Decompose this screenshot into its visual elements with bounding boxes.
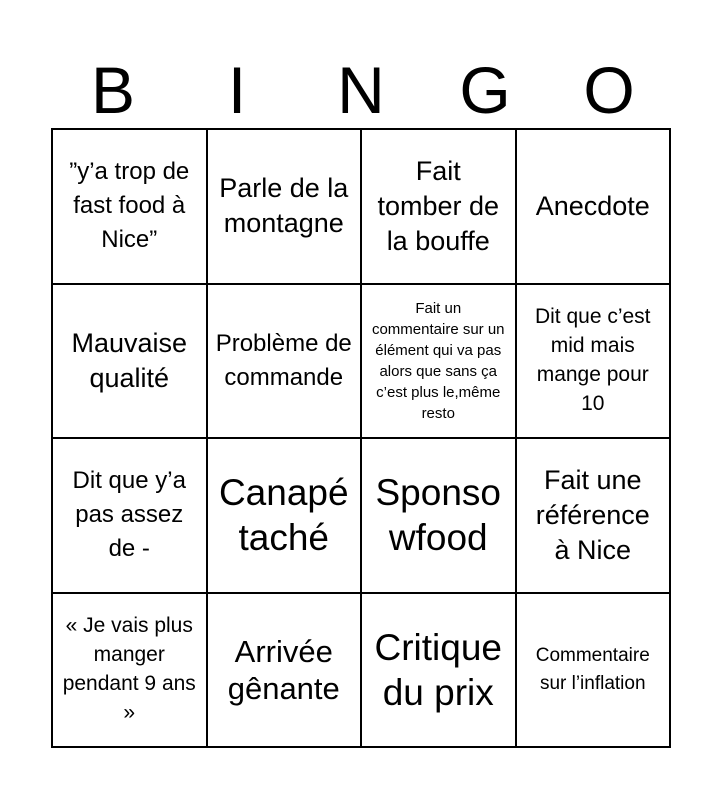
- bingo-cell[interactable]: [53, 439, 208, 594]
- bingo-cell[interactable]: [208, 130, 363, 285]
- cell-text: ”y’a trop de fast food à Nice”: [69, 158, 190, 254]
- bingo-cell[interactable]: [208, 285, 363, 440]
- cell-text: Parle de la montagne: [219, 173, 349, 239]
- bingo-cell[interactable]: [53, 130, 208, 285]
- cell-text: Dit que c’est mid mais mange pour 10: [534, 304, 651, 415]
- cell-text: Problème de commande: [215, 329, 352, 391]
- cell-text: « Je vais plus manger pendant 9 ans »: [62, 613, 196, 724]
- cell-text: Fait un commentaire sur un élément qui va pas alors que sans ça c’est plus le,même resto: [371, 299, 505, 422]
- bingo-cell[interactable]: [362, 130, 517, 285]
- bingo-cell[interactable]: [53, 594, 208, 749]
- header-letter-b: B: [90, 53, 136, 127]
- cell-text: Arrivée gênante: [227, 633, 340, 706]
- header-letter-n: N: [337, 53, 385, 127]
- cell-text: Fait tomber de la bouffe: [377, 155, 500, 256]
- bingo-cell[interactable]: [517, 130, 672, 285]
- bingo-cell[interactable]: [53, 285, 208, 440]
- cell-text: Commentaire sur l’inflation: [535, 645, 650, 694]
- bingo-cell[interactable]: [517, 285, 672, 440]
- bingo-cell[interactable]: [362, 594, 517, 749]
- cell-text: Anecdote: [535, 190, 650, 221]
- bingo-cell[interactable]: [517, 439, 672, 594]
- cell-text: Canapé taché: [218, 472, 349, 559]
- bingo-cell[interactable]: [362, 439, 517, 594]
- bingo-cell[interactable]: [362, 285, 517, 440]
- bingo-cell[interactable]: [208, 439, 363, 594]
- cell-text: Mauvaise qualité: [71, 327, 188, 393]
- bingo-header: [51, 52, 671, 128]
- header-letter-g: G: [459, 53, 511, 127]
- bingo-grid: [51, 128, 671, 748]
- bingo-cell[interactable]: [517, 594, 672, 749]
- header-letter-o: O: [583, 53, 635, 127]
- cell-text: Sponso wfood: [375, 472, 501, 559]
- bingo-cell[interactable]: [208, 594, 363, 749]
- cell-text: Critique du prix: [374, 626, 502, 713]
- header-letter-i: I: [227, 53, 247, 127]
- cell-text: Fait une référence à Nice: [535, 464, 650, 565]
- cell-text: Dit que y’a pas assez de -: [72, 467, 186, 563]
